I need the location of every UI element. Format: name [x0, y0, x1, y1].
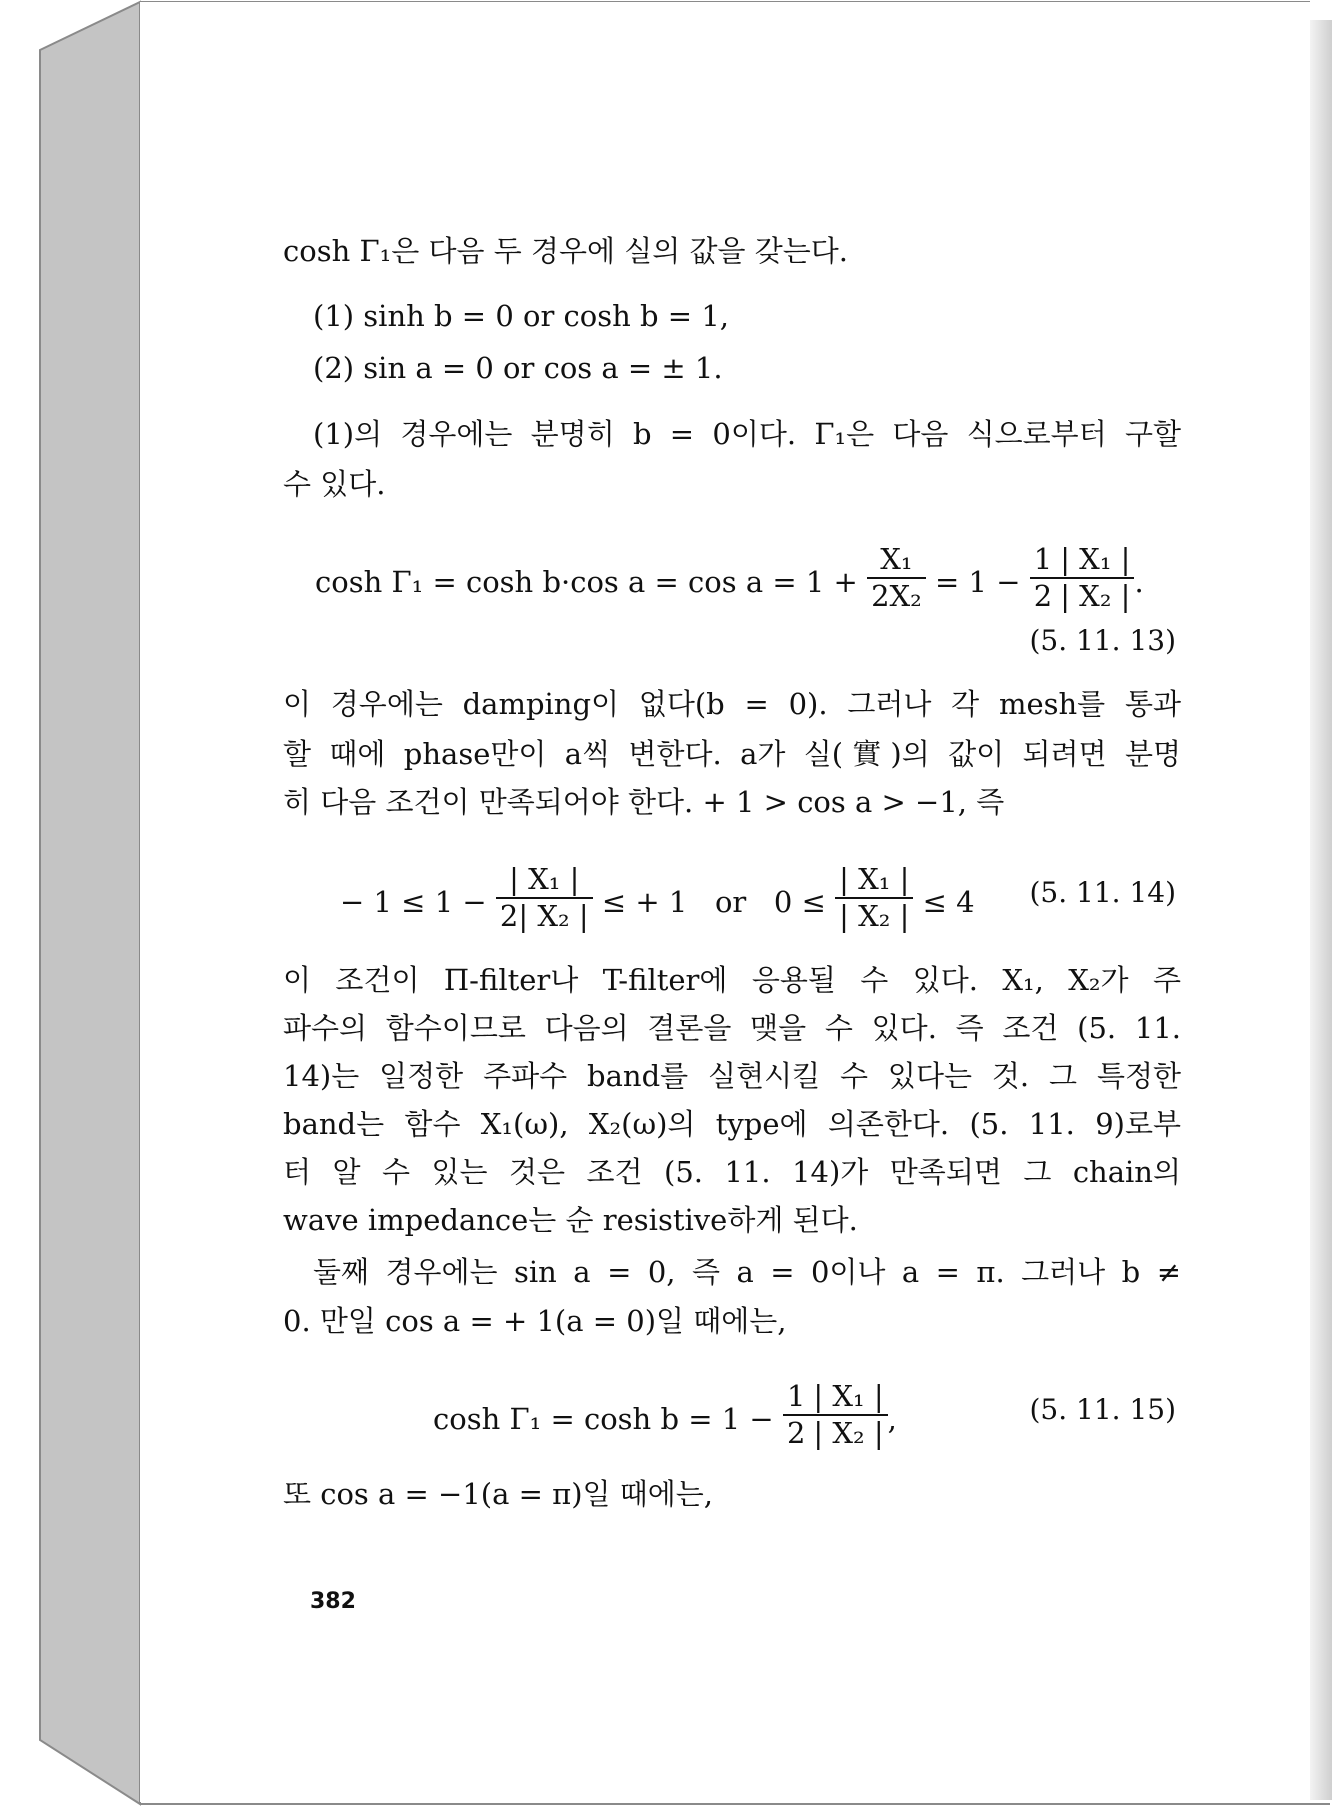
equation-number-5-11-14: (5. 11. 14) — [1029, 876, 1176, 909]
eq15-f1-num: 1 — [783, 1379, 809, 1416]
eq13-f1-num: X₁ — [867, 542, 926, 579]
page-number: 382 — [310, 1589, 356, 1614]
eq15-main: cosh Γ₁ = cosh b = 1 − — [433, 1401, 774, 1436]
text-line-14: wave impedance는 순 resistive하게 된다. — [283, 1203, 858, 1237]
eq14-f1-num: | X₁ | — [496, 862, 593, 899]
eq15-f2-den: | X₂ | — [813, 1415, 884, 1450]
eq14-part-b: ≤ + 1 or 0 ≤ — [601, 884, 826, 919]
eq14-part-c: ≤ 4 — [922, 884, 975, 919]
eq15-f2-num: | X₁ | — [809, 1379, 887, 1416]
text-line-13: 터 알 수 있는 것은 조건 (5. 11. 14)가 만족되면 그 chain의 — [283, 1155, 1181, 1189]
text-line-17: 또 cos a = −1(a = π)일 때에는, — [283, 1477, 714, 1511]
text-line-5: 수 있다. — [283, 467, 386, 501]
eq15-fraction-2 — [809, 1379, 887, 1451]
text-line-9: 이 조건이 Π-filter나 T-filter에 응용될 수 있다. X₁, X₂가 주 — [283, 963, 1181, 997]
text-line-16: 0. 만일 cos a = + 1(a = 0)일 때에는, — [283, 1304, 787, 1338]
text-line-12: band는 함수 X₁(ω), X₂(ω)의 type에 의존한다. (5. 11. 9)로부 — [283, 1107, 1181, 1141]
page-right-shadow — [1310, 20, 1332, 1800]
eq13-f2-den: 2 — [1033, 578, 1053, 613]
equation-number-5-11-15: (5. 11. 15) — [1029, 1393, 1176, 1426]
eq14-fraction-1 — [496, 862, 593, 934]
eq14-f2-num: | X₁ | — [835, 862, 913, 899]
eq15-f1-den: 2 — [786, 1415, 806, 1450]
text-line-6: 이 경우에는 damping이 없다(b = 0). 그러나 각 mesh를 통과 — [283, 687, 1181, 721]
eq13-f1-den: 2X₂ — [871, 578, 922, 613]
eq14-f1-den: 2| X₂ | — [499, 898, 589, 933]
eq13-fraction-3 — [1056, 542, 1134, 614]
text-line-1: cosh Γ₁은 다음 두 경우에 실의 값을 갖는다. — [283, 234, 848, 268]
eq13-f3-den: | X₂ | — [1060, 578, 1131, 613]
equation-number-5-11-13: (5. 11. 13) — [1029, 624, 1176, 657]
eq13-mid: = 1 − — [935, 564, 1021, 599]
eq13-fraction-2 — [1030, 542, 1056, 614]
text-line-8: 히 다음 조건이 만족되어야 한다. + 1 > cos a > −1, 즉 — [283, 785, 1005, 819]
eq13-f3-num: | X₁ | — [1056, 542, 1134, 579]
text-line-7: 할 때에 phase만이 a씩 변한다. a가 실(實)의 값이 되려면 분명 — [283, 737, 1181, 771]
equation-5-11-14 — [340, 862, 975, 940]
text-line-11: 14)는 일정한 주파수 band를 실현시킬 수 있다는 것. 그 특정한 — [283, 1059, 1181, 1093]
eq14-fraction-2 — [835, 862, 913, 934]
equation-5-11-15 — [433, 1379, 897, 1457]
eq15-end: , — [887, 1401, 897, 1436]
equation-5-11-13 — [315, 542, 1144, 620]
eq15-fraction-1 — [783, 1379, 809, 1451]
case-2: (2) sin a = 0 or cos a = ± 1. — [313, 351, 723, 385]
eq13-f2-num: 1 — [1030, 542, 1056, 579]
eq13-main: cosh Γ₁ = cosh b·cos a = cos a = 1 + — [315, 564, 858, 599]
eq14-f2-den: | X₂ | — [839, 898, 910, 933]
eq14-part-a: − 1 ≤ 1 − — [340, 884, 487, 919]
eq13-end: . — [1134, 564, 1144, 599]
text-line-4: (1)의 경우에는 분명히 b = 0이다. Γ₁은 다음 식으로부터 구할 — [313, 417, 1181, 451]
text-line-10: 파수의 함수이므로 다음의 결론을 맺을 수 있다. 즉 조건 (5. 11. — [283, 1011, 1181, 1045]
case-1: (1) sinh b = 0 or cosh b = 1, — [313, 299, 729, 333]
text-line-15: 둘째 경우에는 sin a = 0, 즉 a = 0이나 a = π. 그러나 b ≠ — [313, 1255, 1181, 1289]
eq13-fraction-1 — [867, 542, 926, 614]
